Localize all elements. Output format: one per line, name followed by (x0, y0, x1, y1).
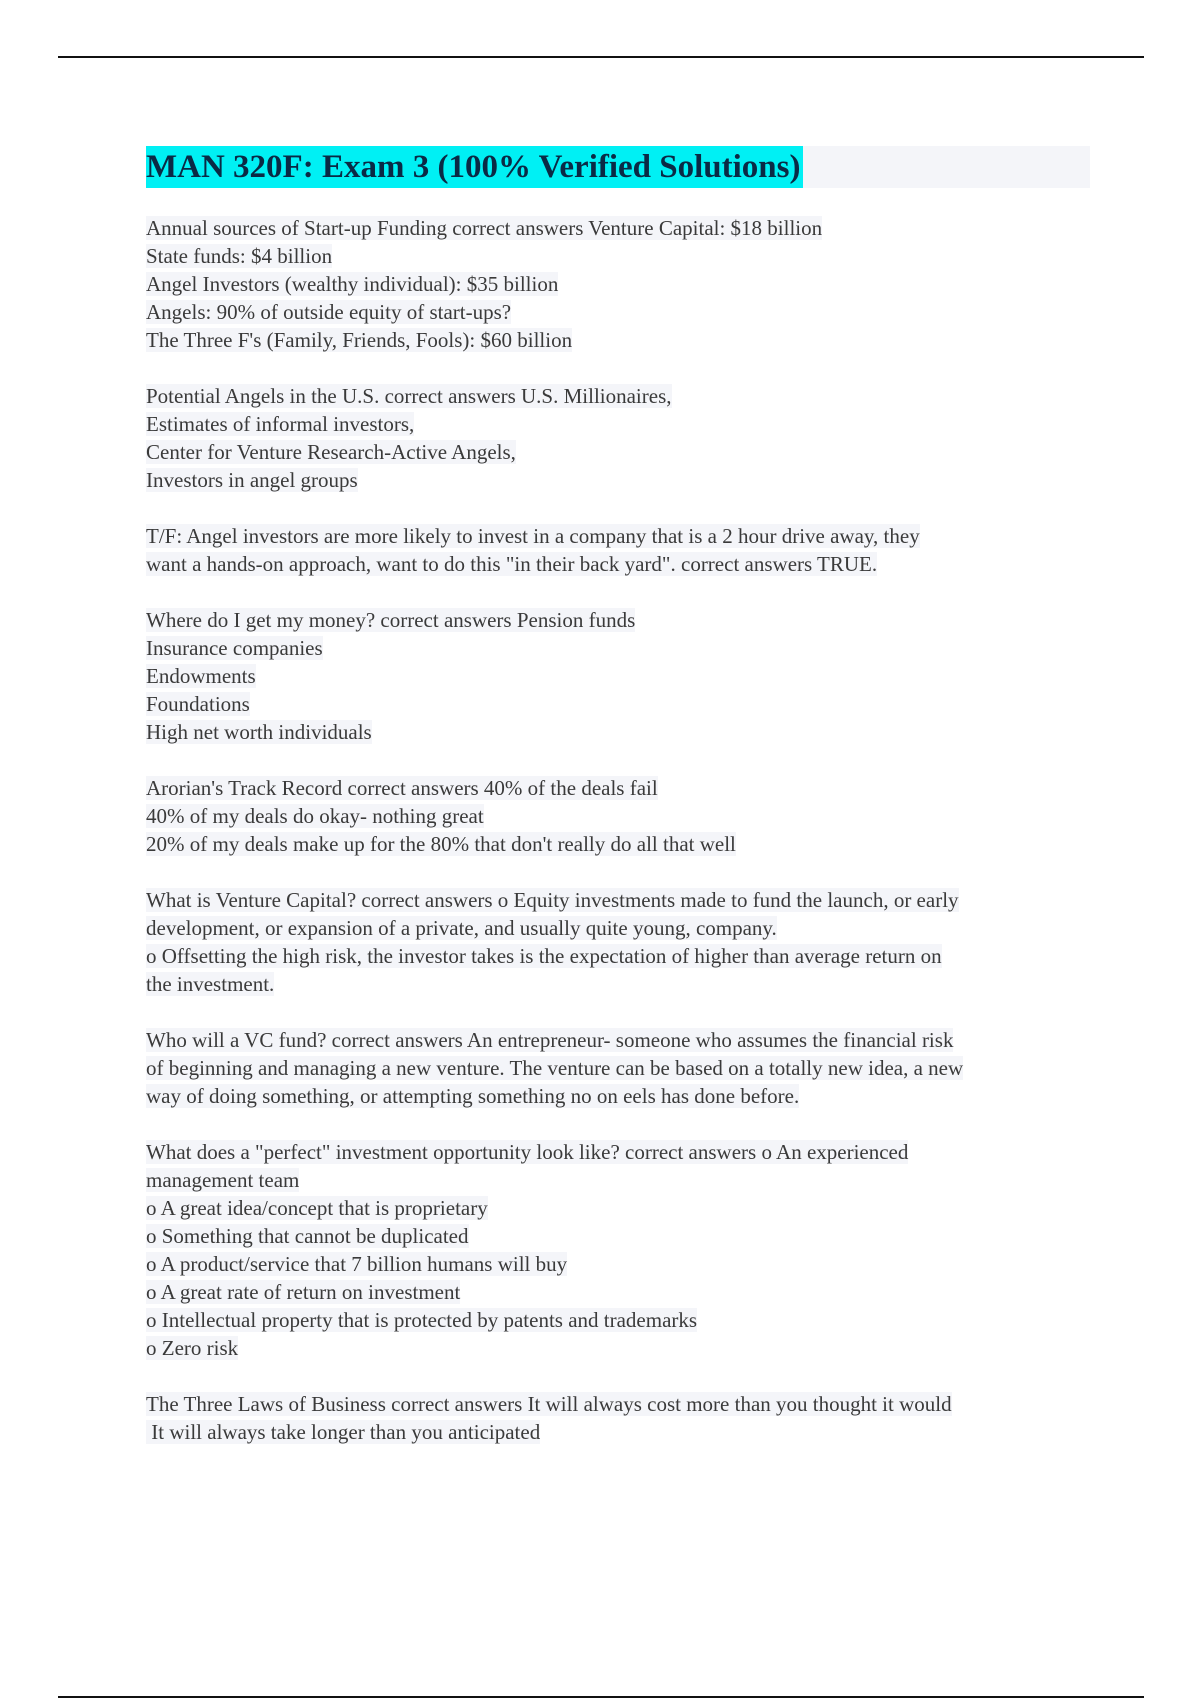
title-band (146, 146, 1090, 188)
qa-line (146, 690, 1090, 718)
qa-entry (146, 214, 1090, 354)
qa-list (146, 214, 1090, 1446)
qa-line-text: the investment. (146, 972, 275, 996)
qa-line (146, 830, 1090, 858)
qa-line-text: Who will a VC fund? correct answers An entrepreneur- someone who assumes the financial risk (146, 1028, 954, 1052)
qa-line (146, 326, 1090, 354)
bottom-rule (58, 1696, 1144, 1698)
qa-line (146, 1306, 1090, 1334)
document-body (146, 146, 1090, 1474)
qa-line (146, 970, 1090, 998)
qa-line-text: of beginning and managing a new venture. The venture can be based on a totally new idea, a new (146, 1056, 964, 1080)
qa-line-text: Investors in angel groups (146, 468, 358, 492)
qa-line (146, 298, 1090, 326)
qa-line-text: o Intellectual property that is protected by patents and trademarks (146, 1308, 698, 1332)
qa-line (146, 1390, 1090, 1418)
qa-line-text: Potential Angels in the U.S. correct answers U.S. Millionaires, (146, 384, 672, 408)
qa-line-text: 40% of my deals do okay- nothing great (146, 804, 484, 828)
qa-line (146, 1054, 1090, 1082)
qa-line-text: The Three F's (Family, Friends, Fools): $60 billion (146, 328, 573, 352)
qa-line (146, 634, 1090, 662)
qa-line-text: The Three Laws of Business correct answers It will always cost more than you thought it would (146, 1392, 952, 1416)
qa-line-text: management team (146, 1168, 300, 1192)
qa-line-text: Foundations (146, 692, 250, 716)
qa-line (146, 438, 1090, 466)
qa-line-text: State funds: $4 billion (146, 244, 333, 268)
qa-line-text: o A product/service that 7 billion humans will buy (146, 1252, 568, 1276)
qa-entry (146, 1026, 1090, 1110)
qa-line-text: o A great rate of return on investment (146, 1280, 461, 1304)
qa-line (146, 1166, 1090, 1194)
qa-line-text: What is Venture Capital? correct answers o Equity investments made to fund the launch, or early (146, 888, 959, 912)
qa-line (146, 942, 1090, 970)
qa-line-text: Center for Venture Research-Active Angels, (146, 440, 516, 464)
qa-line (146, 662, 1090, 690)
qa-line-text: o Offsetting the high risk, the investor takes is the expectation of higher than average return on (146, 944, 942, 968)
qa-line-text: Arorian's Track Record correct answers 40% of the deals fail (146, 776, 658, 800)
qa-line-text: Insurance companies (146, 636, 323, 660)
qa-line (146, 214, 1090, 242)
qa-line-text: Endowments (146, 664, 256, 688)
qa-entry (146, 774, 1090, 858)
qa-line (146, 1418, 1090, 1446)
document-title: MAN 320F: Exam 3 (100% Verified Solutions) (146, 146, 803, 188)
qa-entry (146, 886, 1090, 998)
qa-line (146, 270, 1090, 298)
qa-line (146, 1334, 1090, 1362)
qa-line-text: What does a "perfect" investment opportunity look like? correct answers o An experienced (146, 1140, 909, 1164)
qa-line-text: want a hands-on approach, want to do this "in their back yard". correct answers TRUE. (146, 552, 878, 576)
qa-line-text: o A great idea/concept that is proprietary (146, 1196, 488, 1220)
qa-line-text: Annual sources of Start-up Funding correct answers Venture Capital: $18 billion (146, 216, 823, 240)
qa-line (146, 1250, 1090, 1278)
qa-line (146, 1222, 1090, 1250)
qa-line (146, 774, 1090, 802)
qa-line (146, 1026, 1090, 1054)
qa-line (146, 382, 1090, 410)
qa-line (146, 802, 1090, 830)
qa-line-text: T/F: Angel investors are more likely to invest in a company that is a 2 hour drive away, they (146, 524, 920, 548)
qa-line (146, 886, 1090, 914)
qa-entry (146, 382, 1090, 494)
qa-line (146, 718, 1090, 746)
qa-line (146, 1278, 1090, 1306)
qa-line-text: Angels: 90% of outside equity of start-ups? (146, 300, 512, 324)
qa-line-text: 20% of my deals make up for the 80% that don't really do all that well (146, 832, 736, 856)
qa-line-text: Estimates of informal investors, (146, 412, 415, 436)
qa-line-text: development, or expansion of a private, and usually quite young, company. (146, 916, 777, 940)
qa-line-text: o Something that cannot be duplicated (146, 1224, 469, 1248)
qa-line-text: It will always take longer than you anticipated (146, 1420, 541, 1444)
qa-line (146, 914, 1090, 942)
qa-line-text: Where do I get my money? correct answers Pension funds (146, 608, 636, 632)
qa-line (146, 1082, 1090, 1110)
qa-entry (146, 606, 1090, 746)
qa-line-text: way of doing something, or attempting something no on eels has done before. (146, 1084, 800, 1108)
qa-entry (146, 1390, 1090, 1446)
qa-entry (146, 1138, 1090, 1362)
qa-line (146, 606, 1090, 634)
qa-line (146, 466, 1090, 494)
qa-line (146, 1138, 1090, 1166)
top-rule (58, 56, 1144, 58)
qa-line-text: Angel Investors (wealthy individual): $35 billion (146, 272, 559, 296)
qa-line (146, 242, 1090, 270)
qa-line-text: o Zero risk (146, 1336, 239, 1360)
qa-entry (146, 522, 1090, 578)
qa-line (146, 410, 1090, 438)
qa-line (146, 522, 1090, 550)
qa-line (146, 550, 1090, 578)
qa-line-text: High net worth individuals (146, 720, 372, 744)
qa-line (146, 1194, 1090, 1222)
